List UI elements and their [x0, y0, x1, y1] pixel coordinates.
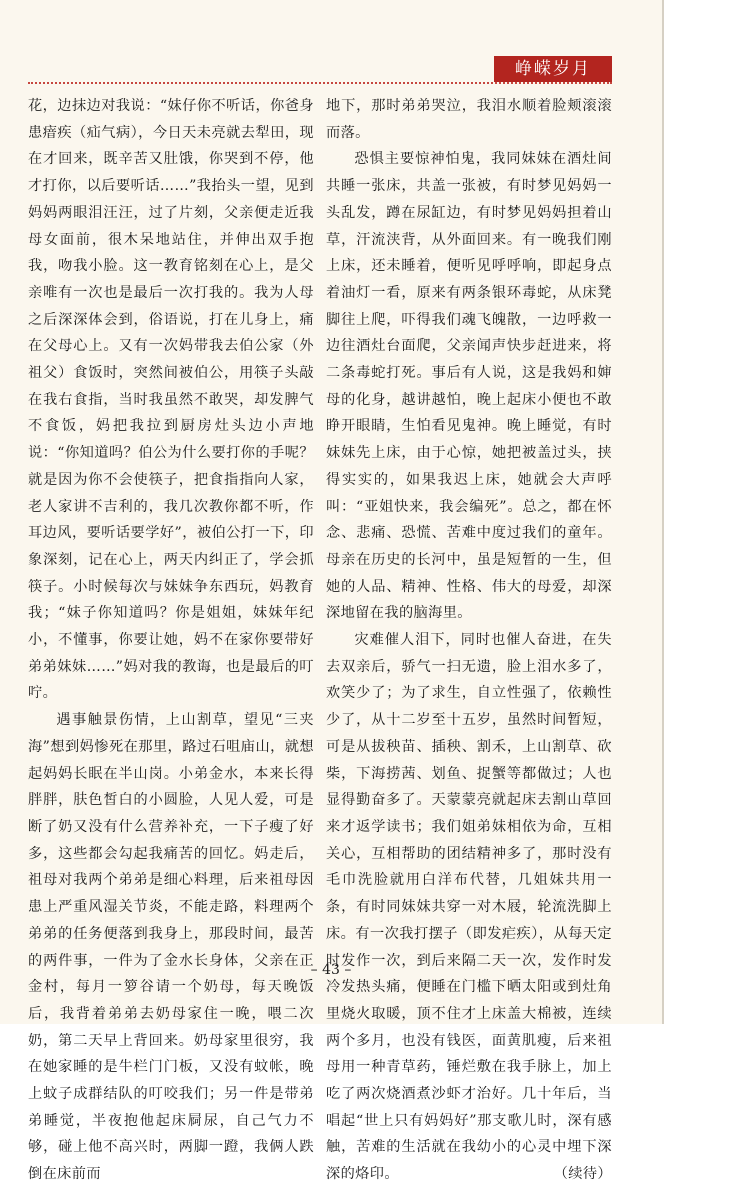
page-number: – 43 –	[310, 962, 352, 978]
continued-note: （续待）	[553, 1166, 612, 1183]
right-paragraph-2: 恐惧主要惊神怕鬼，我同妹妹在酒灶间共睡一张床，共盖一张被，有时梦见妈妈一头乱发，蹲在尿缸边，有时梦见妈妈担着山草，汗流浃背，从外面回来。有一晚我们刚上床，还未睡着，便听见呼呼响，即起身点着油灯一看，原来有两条银环毒蛇，从床凳脚往上爬，吓得我们魂飞魄散，一边呼救一边往酒灶台面爬，父亲闻声快步赶进来，将二条毒蛇打死。事后有人说，这是我妈和婶母的化身，越讲越怕，晚上起床小便也不敢睁开眼睛，生怕看见鬼神。晚上睡觉，有时妹妹先上床，由于心惊，她把被盖过头，挟得实实的，如果我迟上床，她就会大声呼叫：“亚姐快来，我会编死”。总之，都在怀念、悲痛、恐慌、苦难中度过我们的童年。母亲在历史的长河中，虽是短暂的一生，但她的人品、精神、性格、伟大的母爱，却深深地留在我的脑海里。	[326, 151, 612, 622]
left-paragraph-2: 遇事触景伤情，上山割草，望见“三夹海”想到妈惨死在那里，路过石咀庙山，就想起妈妈长眠在半山岗。小弟金水，本来长得胖胖，肤色皙白的小圆脸，人见人爱，可是断了奶又没有什么营养补充，一下子瘦了好多，这些都会勾起我痛苦的回忆。妈走后，祖母对我两个弟弟是细心料理，后来祖母因患上严重风湿关节炎，不能走路，料理两个弟弟的任务便落到我身上，那段时间，最苦的两件事，一件为了金水长身体，父亲在正金村，每月一箩谷请一个奶母，每天晚饭后，我背着弟弟去奶母家住一晚，喂二次奶，第二天早上背回来。奶母家里很穷，我在她家睡的是牛栏门门板，又没有蚊帐，晚上蚊子成群结队的叮咬我们；另一件是带弟弟睡觉，半夜抱他起床屙尿，自己气力不够，碰上他不高兴时，两脚一蹬，我俩人跌倒在床前而	[28, 712, 314, 1183]
right-paragraph-1: 地下，那时弟弟哭泣，我泪水顺着脸颊滚滚而落。	[326, 98, 612, 141]
header-divider	[28, 82, 612, 84]
right-paragraph-3-text: 灾难催人泪下，同时也催人奋进，在失去双亲后，骄气一扫无遗，脸上泪水多了，欢笑少了；为了求生，自立性强了，依赖性少了，从十二岁至十五岁，虽然时间暂短，可是从拔秧苗、插秧、割禾，上山割草、砍柴，下海捞茜、划鱼、捉蟹等都做过；人也显得勤奋多了。天蒙蒙亮就起床去割山草回来才返学读书；我们姐弟妹相依为命，互相关心，互相帮助的团结精神多了，那时没有毛巾洗脸就用白洋布代替，几姐妹共用一条，有时同妹妹共穿一对木屐，轮流洗脚上床。有一次我打摆子（即发疟疾），从每天定时发作一次，到后来隔二天一次，发作时发冷发热头痛，便睡在门槛下晒太阳或到灶角里烧火取暖，顶不住才上床盖大棉被，连续两个多月，也没有钱医，面黄肌瘦，后来祖母用一种青草药，锤烂敷在我手脉上，加上吃了两次烧酒煮沙虾才治好。几十年后，当唱起“世上只有妈妈好”那支歌儿时，深有感触，苦难的生活就在我幼小的心灵中埋下深深的烙印。	[326, 632, 612, 1183]
left-paragraph-1: 花，边抹边对我说：“妹仔你不听话，你爸身患瘖疾（疝气病），今日天未亮就去犁田，现在才回来，既辛苦又肚饿，你哭到不停，他才打你，以后要听话……”我抬头一望，见到妈妈两眼泪汪汪，过了片刻，父亲便走近我母女面前，很木呆地站住，并伸出双手抱我，吻我小脸。这一教育铭刻在心上，是父亲唯有一次也是最后一次打我的。我为人母之后深深体会到，俗语说，打在儿身上，痛在父母心上。又有一次妈带我去伯公家（外祖父）食饭时，突然间被伯公，用筷子头敲在我右食指，当时我虽然不敢哭，却发脾气不食饭，妈把我拉到厨房灶头边小声地说：“你知道吗？伯公为什么要打你的手呢？就是因为你不会使筷子，把食指指向人家，老人家讲不吉利的，我几次教你都不听，作耳边风，要听话要学好”，被伯公打一下，印象深刻，记在心上，两天内纠正了，学会抓筷子。小时候每次与妹妹争东西玩，妈教育我；“妹子你知道吗？你是姐姐，妹妹年纪小，不懂事，你要让她，妈不在家你要带好弟弟妹妹……”妈对我的教诲，也是最后的叮咛。	[28, 98, 314, 702]
right-paragraph-3	[326, 627, 612, 1188]
section-title: 峥嵘岁月	[494, 56, 612, 82]
